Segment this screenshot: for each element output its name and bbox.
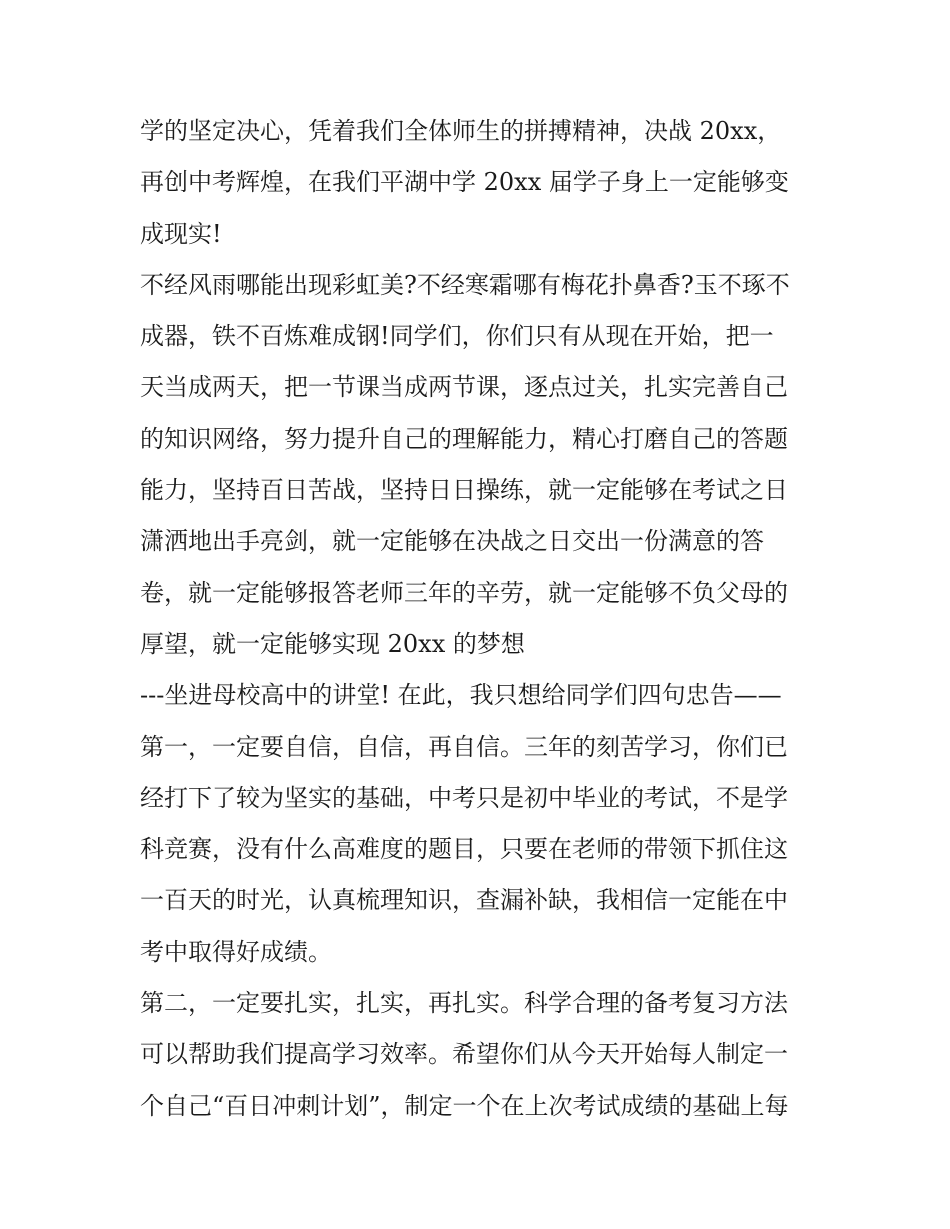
document-body: [140, 106, 830, 1132]
text-line: 厚望，就一定能够实现 20xx 的梦想: [140, 629, 525, 658]
text-line: 的知识网络，努力提升自己的理解能力，精心打磨自己的答题: [140, 424, 788, 453]
text-line: 再创中考辉煌，在我们平湖中学 20xx 届学子身上一定能够变: [140, 168, 789, 197]
text-line: 成现实!: [140, 219, 222, 248]
text-line: 能力，坚持百日苦战，坚持日日操练，就一定能够在考试之日: [140, 476, 788, 505]
text-line: 成器，铁不百炼难成钢!同学们，你们只有从现在开始，把一: [140, 322, 774, 351]
text-line: 科竞赛，没有什么高难度的题目，只要在老师的带领下抓住这: [140, 835, 788, 864]
text-line: 可以帮助我们提高学习效率。希望你们从今天开始每人制定一: [140, 1040, 788, 1069]
text-line: 个自己“百日冲刺计划”，制定一个在上次考试成绩的基础上每: [140, 1091, 789, 1120]
text-line: 卷，就一定能够报答老师三年的辛劳，就一定能够不负父母的: [140, 578, 788, 607]
text-line: 天当成两天，把一节课当成两节课，逐点过关，扎实完善自己: [140, 373, 788, 402]
text-line: 考中取得好成绩。: [140, 937, 332, 966]
text-line: 第二，一定要扎实，扎实，再扎实。科学合理的备考复习方法: [140, 989, 788, 1018]
text-line: 一百天的时光，认真梳理知识，查漏补缺，我相信一定能在中: [140, 886, 788, 915]
text-line: 经打下了较为坚实的基础，中考只是初中毕业的考试，不是学: [140, 783, 788, 812]
text-line: ---坐进母校高中的讲堂! 在此，我只想给同学们四句忠告——: [140, 681, 782, 710]
text-line: 学的坚定决心，凭着我们全体师生的拼搏精神，决战 20xx，: [140, 117, 782, 145]
text-line: 第一，一定要自信，自信，再自信。三年的刻苦学习，你们已: [140, 732, 788, 761]
text-line: 不经风雨哪能出现彩虹美?不经寒霜哪有梅花扑鼻香?玉不琢不: [140, 270, 790, 299]
text-line: 潇洒地出手亮剑，就一定能够在决战之日交出一份满意的答: [140, 527, 764, 556]
